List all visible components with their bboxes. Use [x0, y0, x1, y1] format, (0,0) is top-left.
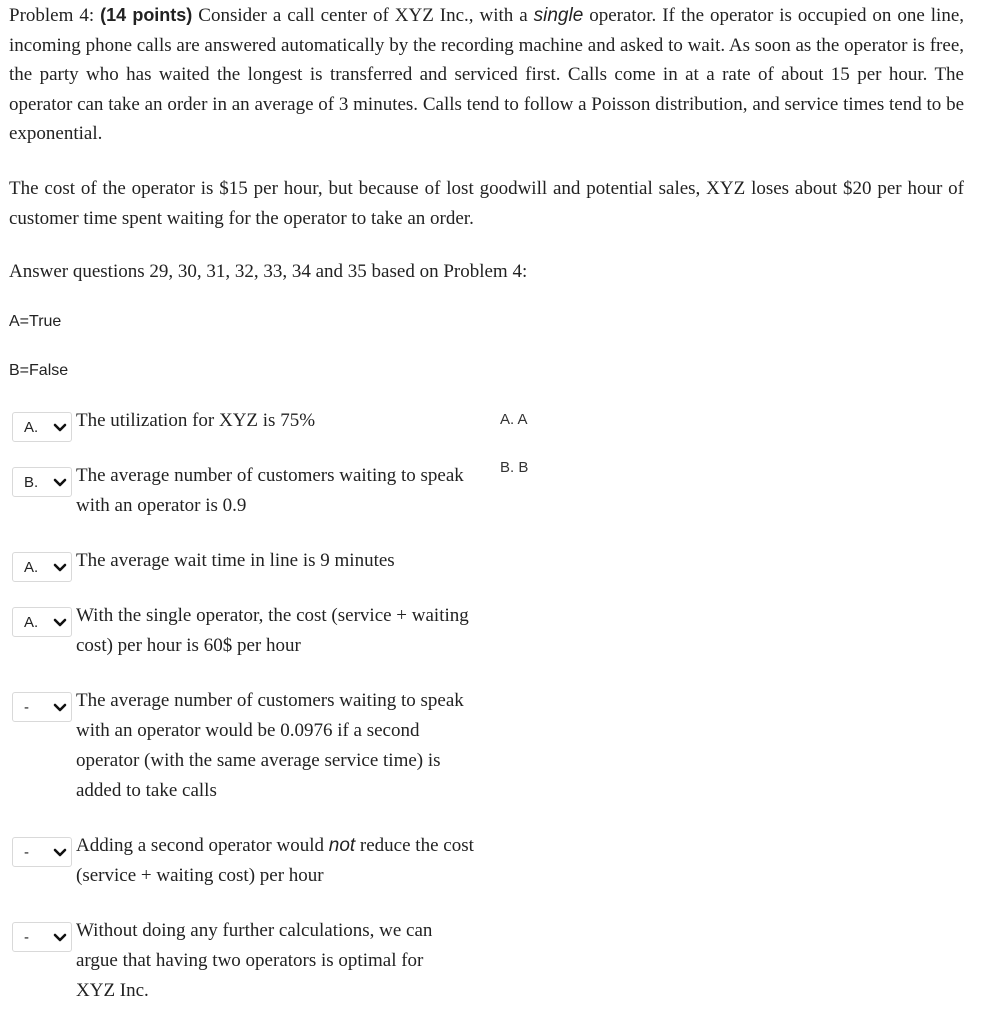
- chevron-down-icon: [53, 618, 67, 627]
- answer-select-7[interactable]: [12, 922, 72, 952]
- answer-select-1[interactable]: [12, 412, 72, 442]
- option-b: B. B: [500, 459, 529, 476]
- instructions: Answer questions 29, 30, 31, 32, 33, 34 and 35 based on Problem 4:: [9, 261, 528, 282]
- question-2-text: The average number of customers waiting to speak with an operator is 0.9: [76, 465, 464, 516]
- question-3-text: The average wait time in line is 9 minutes: [76, 550, 395, 571]
- emphasis-not: not: [328, 835, 356, 856]
- question-1-text: The utilization for XYZ is 75%: [76, 410, 316, 431]
- question-4-text: With the single operator, the cost (service + waiting cost) per hour is 60$ per hour: [76, 605, 469, 656]
- question-6-text-start: Adding a second operator would: [76, 835, 329, 856]
- legend-false: B=False: [9, 362, 69, 379]
- answer-select-2-value: B.: [24, 474, 39, 491]
- answer-select-2[interactable]: [12, 467, 72, 497]
- answer-select-1-value: A.: [24, 419, 39, 436]
- chevron-down-icon: [53, 703, 67, 712]
- answer-select-6-value: -: [24, 844, 29, 861]
- answer-select-5[interactable]: [12, 692, 72, 722]
- emphasis-single: single: [533, 5, 584, 26]
- problem-statement: [9, 1, 964, 149]
- question-6-text: [76, 831, 476, 891]
- answer-select-6[interactable]: [12, 837, 72, 867]
- problem-text-start: Consider a call center of XYZ Inc., with a: [192, 5, 534, 26]
- answer-select-7-value: -: [24, 929, 29, 946]
- question-5-text: The average number of customers waiting to speak with an operator would be 0.0976 if a second operator (with the same average service time) is added to take calls: [76, 690, 464, 801]
- cost-statement: The cost of the operator is $15 per hour, but because of lost goodwill and potential sales, XYZ loses about $20 per hour of customer time spent waiting for the operator to take an order.: [9, 178, 964, 229]
- chevron-down-icon: [53, 423, 67, 432]
- problem-label: Problem 4:: [9, 5, 101, 26]
- chevron-down-icon: [53, 848, 67, 857]
- answer-select-5-value: -: [24, 699, 29, 716]
- chevron-down-icon: [53, 478, 67, 487]
- answer-select-4[interactable]: [12, 607, 72, 637]
- answer-select-3[interactable]: [12, 552, 72, 582]
- question-7-text: Without doing any further calculations, we can argue that having two operators is optimal for XYZ Inc.: [76, 920, 433, 1001]
- question-6-text-end: reduce the cost (service + waiting cost) per hour: [76, 835, 474, 886]
- answer-select-3-value: A.: [24, 559, 39, 576]
- answer-select-4-value: A.: [24, 614, 39, 631]
- chevron-down-icon: [53, 933, 67, 942]
- points-label: (14 points): [100, 5, 193, 25]
- option-a: A. A: [500, 411, 528, 428]
- legend-true: A=True: [9, 313, 62, 330]
- problem-text-rest: operator. If the operator is occupied on one line, incoming phone calls are answered automatically by the recording machine and asked to wait. As soon as the operator is free, the party who has waited the longest is transferred and serviced first. Calls come in at a rate of about 15 per hour. The operator can take an order in an average of 3 minutes. Calls tend to follow a Poisson distribution, and service times tend to be exponential.: [9, 5, 965, 144]
- chevron-down-icon: [53, 563, 67, 572]
